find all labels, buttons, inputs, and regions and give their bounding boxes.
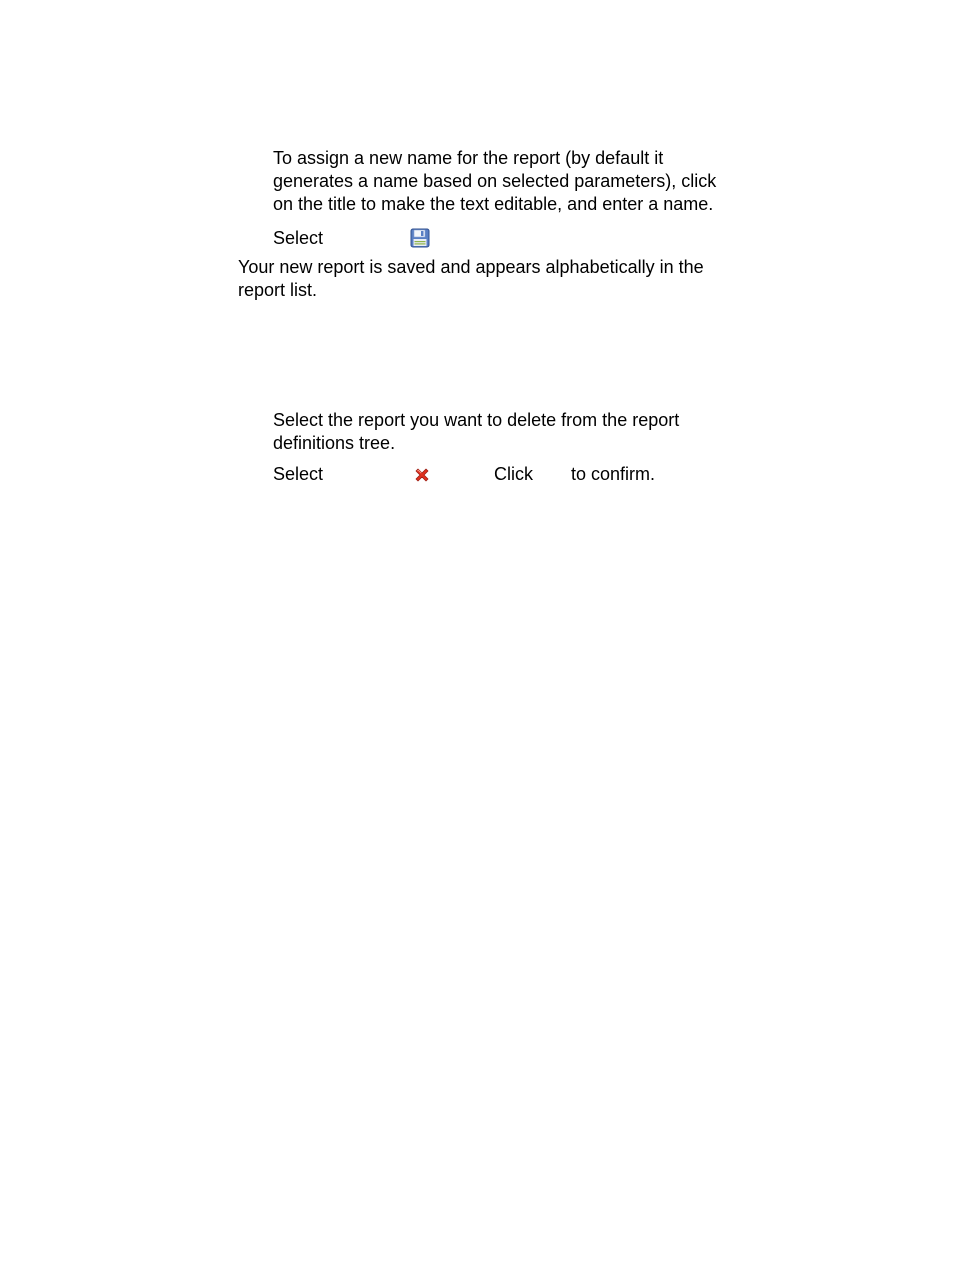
rename-line-3: on the title to make the text editable, and enter a name. — [273, 194, 714, 214]
delete-icon[interactable] — [413, 466, 431, 484]
click-label: Click — [494, 464, 533, 484]
save-step-prefix: Select — [273, 228, 324, 248]
save-icon[interactable] — [410, 228, 430, 248]
result-line-1: Your new report is saved and appears alphabetically in the — [238, 257, 704, 277]
rename-line-2: generates a name based on selected parameters), click — [273, 171, 717, 191]
result-line-2: report list. — [238, 280, 318, 300]
select-line-2: definitions tree. — [273, 433, 396, 453]
confirm-label: to confirm. — [571, 464, 656, 484]
rename-line-1: To assign a new name for the report (by default it — [273, 148, 664, 168]
select-line-1: Select the report you want to delete from the report — [273, 410, 680, 430]
delete-step-prefix: Select — [273, 464, 324, 484]
